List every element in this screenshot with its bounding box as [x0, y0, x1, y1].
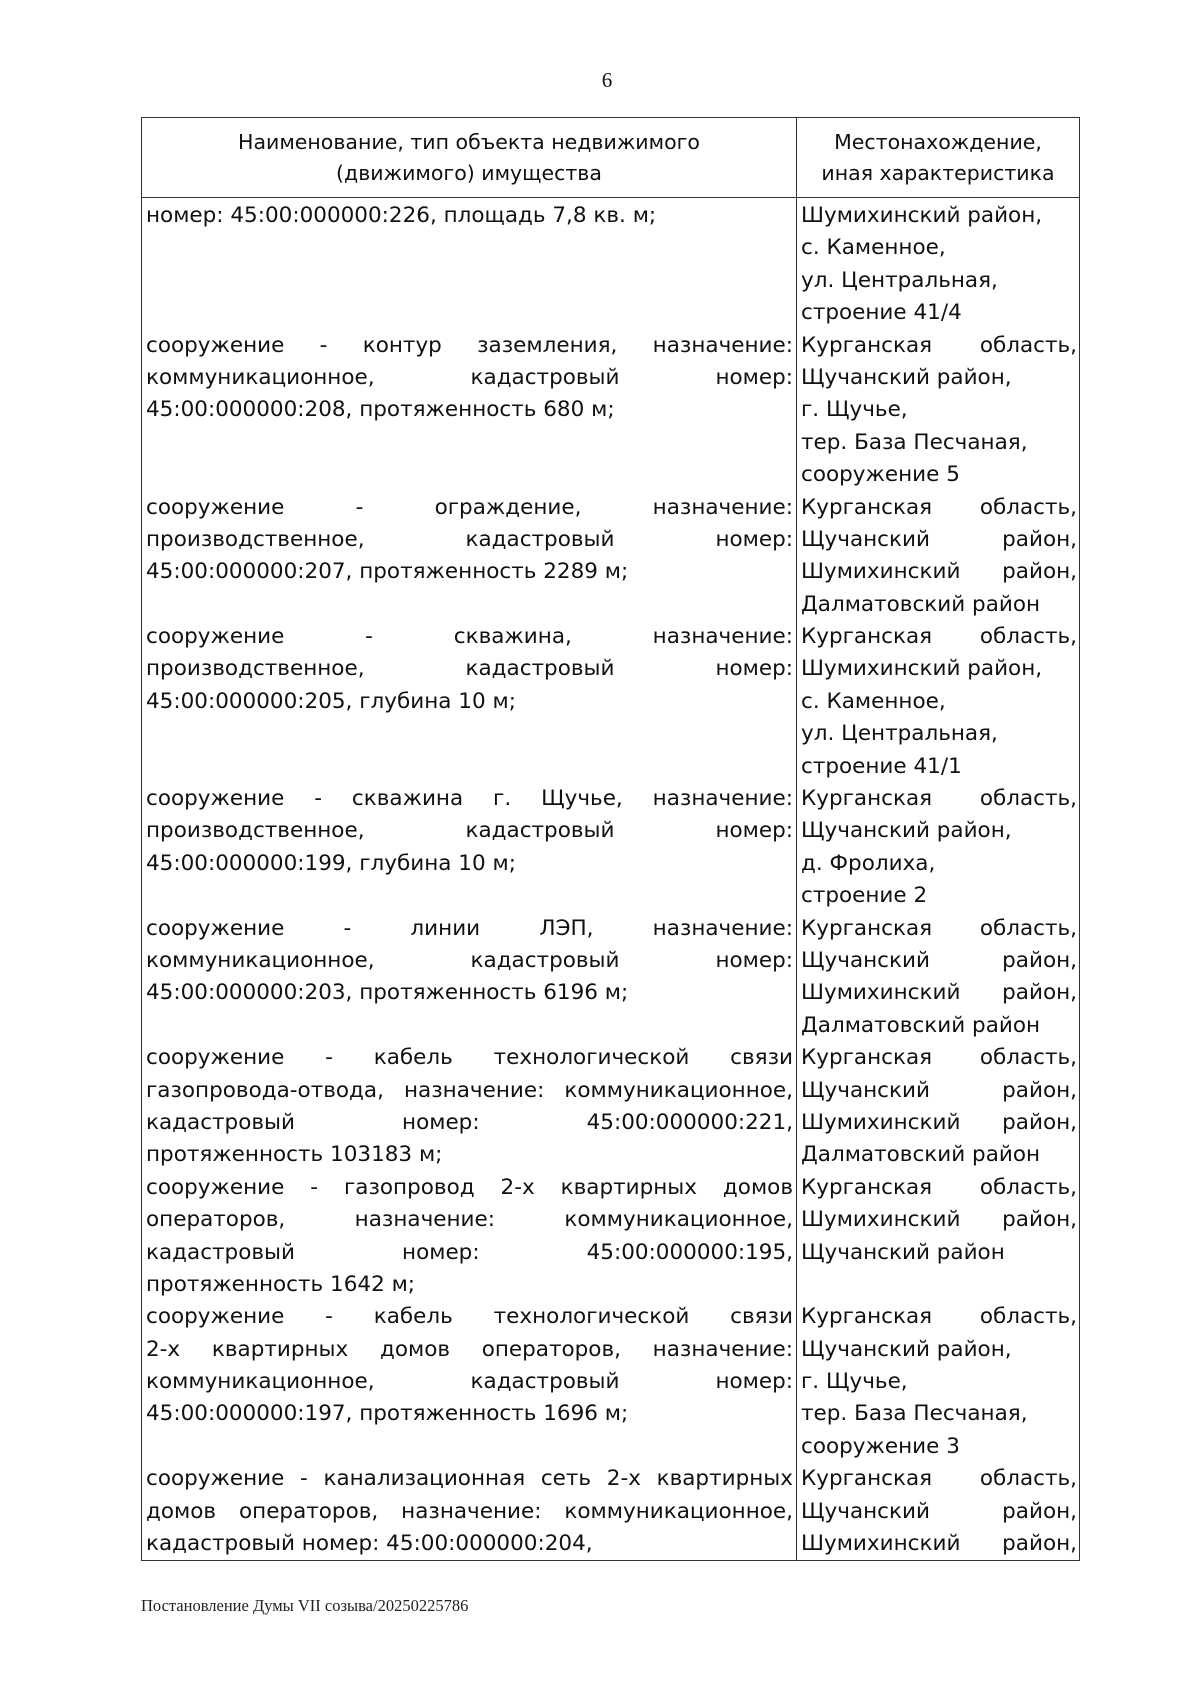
- location-line: Щучанский район,: [801, 1077, 1077, 1103]
- description-line: [146, 427, 793, 459]
- description-line: протяженность 1642 м;: [146, 1271, 416, 1297]
- descriptions-cell: [142, 198, 797, 1561]
- description-line: [146, 1010, 793, 1042]
- location-line: сооружение 5: [801, 462, 960, 488]
- location-line: Курганская область,: [801, 786, 1077, 812]
- descriptions-column: [146, 200, 793, 1560]
- location-line: Шумихинский район,: [801, 559, 1077, 585]
- description-line: [146, 589, 793, 621]
- entry-description: [146, 492, 793, 622]
- description-line: 45:00:000000:205, глубина 10 м;: [146, 688, 516, 714]
- description-line: коммуникационное, кадастровый номер:: [146, 1369, 793, 1395]
- entry-description: [146, 1172, 793, 1302]
- description-line: 45:00:000000:199, глубина 10 м;: [146, 850, 516, 876]
- location-line: Курганская область,: [801, 1304, 1077, 1330]
- description-line: сооружение - канализационная сеть 2-х квартирных: [146, 1466, 793, 1492]
- description-line: коммуникационное, кадастровый номер:: [146, 947, 793, 973]
- header-location: [797, 118, 1080, 198]
- property-table: [141, 117, 1080, 1561]
- description-line: сооружение - скважина, назначение:: [146, 624, 793, 650]
- header-name-type: [142, 118, 797, 198]
- entry-description: [146, 1463, 793, 1560]
- entry-location: [801, 1172, 1077, 1302]
- description-line: сооружение - линии ЛЭП, назначение:: [146, 915, 793, 941]
- description-line: [146, 232, 793, 264]
- location-line: Щучанский район,: [801, 947, 1077, 973]
- location-line: Курганская область,: [801, 915, 1077, 941]
- location-line: Курганская область,: [801, 1174, 1077, 1200]
- description-line: [146, 751, 793, 783]
- location-line: ул. Центральная,: [801, 267, 998, 293]
- description-line: [146, 265, 793, 297]
- location-line: тер. База Песчаная,: [801, 429, 1028, 455]
- locations-column: [801, 200, 1077, 1560]
- header-line: Местонахождение,: [834, 130, 1042, 154]
- entry-location: [801, 330, 1077, 492]
- table-header-row: [142, 118, 1080, 198]
- location-line: Далматовский район: [801, 1012, 1041, 1038]
- description-line: [146, 1431, 793, 1463]
- description-line: 45:00:000000:207, протяженность 2289 м;: [146, 559, 629, 585]
- description-line: домов операторов, назначение: коммуникационное,: [146, 1498, 793, 1524]
- location-line: строение 41/1: [801, 753, 962, 779]
- location-line: г. Щучье,: [801, 1369, 908, 1395]
- location-line: строение 2: [801, 883, 928, 909]
- location-line: Курганская область,: [801, 1045, 1077, 1071]
- location-line: Шумихинский район,: [801, 656, 1043, 682]
- description-line: сооружение - контур заземления, назначение:: [146, 332, 793, 358]
- entry-description: [146, 200, 793, 330]
- description-line: газопровода-отвода, назначение: коммуникационное,: [146, 1077, 793, 1103]
- table-body-row: [142, 198, 1080, 1561]
- locations-cell: [797, 198, 1080, 1561]
- location-line: Щучанский район,: [801, 1336, 1012, 1362]
- location-line: Курганская область,: [801, 332, 1077, 358]
- location-line: сооружение 3: [801, 1433, 960, 1459]
- location-line: д. Фролиха,: [801, 850, 936, 876]
- description-line: кадастровый номер: 45:00:000000:221,: [146, 1109, 793, 1135]
- header-line: иная характеристика: [821, 161, 1055, 185]
- location-line: Щучанский район: [801, 1239, 1005, 1265]
- description-line: [146, 297, 793, 329]
- location-line: Шумихинский район,: [801, 1531, 1077, 1557]
- entry-location: [801, 783, 1077, 913]
- description-line: производственное, кадастровый номер:: [146, 818, 793, 844]
- description-line: 45:00:000000:197, протяженность 1696 м;: [146, 1401, 629, 1427]
- description-line: [146, 880, 793, 912]
- location-line: Шумихинский район,: [801, 1207, 1077, 1233]
- entry-location: [801, 200, 1077, 330]
- description-line: 45:00:000000:208, протяженность 680 м;: [146, 397, 615, 423]
- description-line: сооружение - газопровод 2-х квартирных домов: [146, 1174, 793, 1200]
- entry-location: [801, 1301, 1077, 1463]
- description-line: 45:00:000000:203, протяженность 6196 м;: [146, 980, 629, 1006]
- entry-description: [146, 1301, 793, 1463]
- description-line: операторов, назначение: коммуникационное,: [146, 1207, 793, 1233]
- description-line: кадастровый номер: 45:00:000000:204,: [146, 1531, 593, 1557]
- description-line: производственное, кадастровый номер:: [146, 656, 793, 682]
- description-line: коммуникационное, кадастровый номер:: [146, 364, 793, 390]
- location-line: Далматовский район: [801, 591, 1041, 617]
- location-line: Шумихинский район,: [801, 980, 1077, 1006]
- description-line: сооружение - ограждение, назначение:: [146, 494, 793, 520]
- location-line: строение 41/4: [801, 300, 962, 326]
- entry-location: [801, 492, 1077, 622]
- entry-description: [146, 913, 793, 1043]
- location-line: Далматовский район: [801, 1142, 1041, 1168]
- location-line: Курганская область,: [801, 1466, 1077, 1492]
- description-line: [146, 459, 793, 491]
- description-line: протяженность 103183 м;: [146, 1142, 443, 1168]
- location-line: [801, 1269, 1077, 1301]
- location-line: Щучанский район,: [801, 526, 1077, 552]
- location-line: ул. Центральная,: [801, 721, 998, 747]
- location-line: Щучанский район,: [801, 364, 1012, 390]
- location-line: Курганская область,: [801, 624, 1077, 650]
- description-line: производственное, кадастровый номер:: [146, 526, 793, 552]
- description-line: [146, 718, 793, 750]
- entry-description: [146, 621, 793, 783]
- description-line: 2-х квартирных домов операторов, назначение:: [146, 1336, 793, 1362]
- description-line: кадастровый номер: 45:00:000000:195,: [146, 1239, 793, 1265]
- location-line: Курганская область,: [801, 494, 1077, 520]
- entry-description: [146, 1042, 793, 1172]
- entry-description: [146, 330, 793, 492]
- location-line: Шумихинский район,: [801, 203, 1043, 228]
- location-line: с. Каменное,: [801, 235, 946, 261]
- location-line: Шумихинский район,: [801, 1109, 1077, 1135]
- description-line: номер: 45:00:000000:226, площадь 7,8 кв. м;: [146, 203, 657, 228]
- document-footer: Постановление Думы VII созыва/20250225786: [141, 1596, 469, 1615]
- header-line: Наименование, тип объекта недвижимого: [238, 130, 700, 154]
- location-line: Щучанский район,: [801, 1498, 1077, 1524]
- entry-location: [801, 621, 1077, 783]
- description-line: сооружение - кабель технологической связи: [146, 1045, 793, 1071]
- location-line: Щучанский район,: [801, 818, 1012, 844]
- page-number: 6: [601, 68, 613, 92]
- location-line: г. Щучье,: [801, 397, 908, 423]
- entry-location: [801, 913, 1077, 1043]
- location-line: тер. База Песчаная,: [801, 1401, 1028, 1427]
- entry-location: [801, 1042, 1077, 1172]
- description-line: сооружение - кабель технологической связи: [146, 1304, 793, 1330]
- entry-location: [801, 1463, 1077, 1560]
- location-line: с. Каменное,: [801, 688, 946, 714]
- header-line: (движимого) имущества: [336, 161, 602, 185]
- description-line: сооружение - скважина г. Щучье, назначение:: [146, 786, 793, 812]
- entry-description: [146, 783, 793, 913]
